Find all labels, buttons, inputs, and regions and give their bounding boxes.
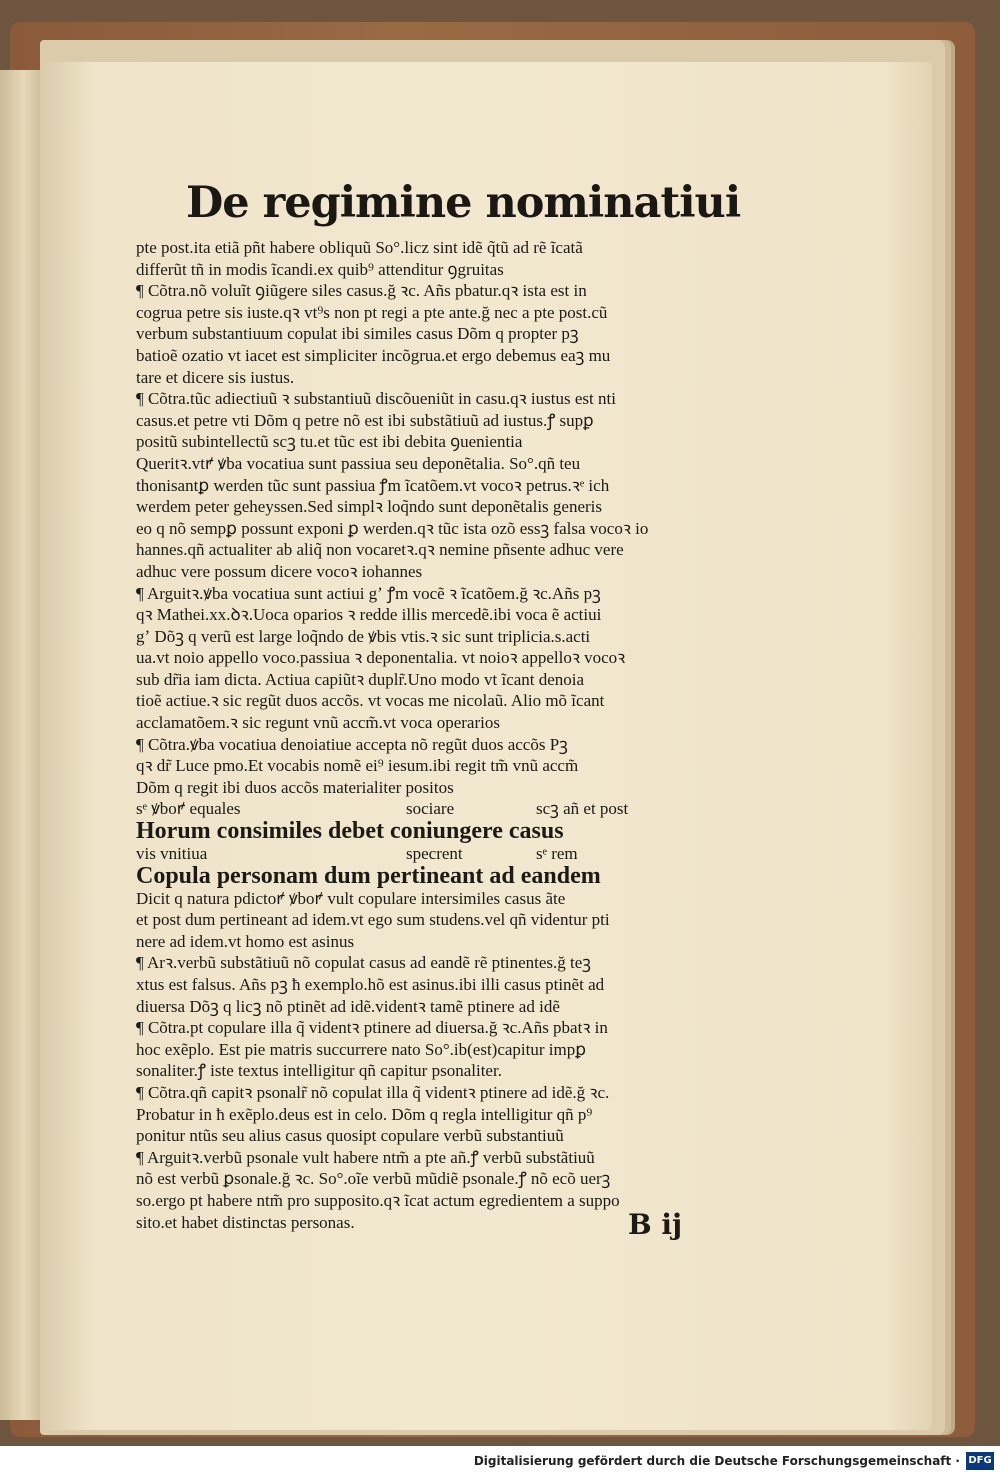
dfg-logo: DFG [966,1452,994,1470]
gloss-left: sᵉ ꝟboꝵ equales [136,799,241,819]
text-line: ¶ Cõtra.pt copulare illa q̃ videntꝛ ptinere ad diuersa.ğ ꝛc.Añs pbatꝛ in [136,1018,608,1038]
text-line: ¶ Cõtra.nõ voluĩt ꝯiũgere siles casus.ğ ꝛc. Añs pbatur.qꝛ ista est in [136,281,587,301]
text-line: adhuc vere possum dicere vocoꝛ iohannes [136,561,423,581]
text-line: casus.et petre vti Dõm q petre nõ est ibi substãtiuũ ad iustus.ꝭ supꝑ [136,410,594,430]
text-line: acclamatõem.ꝛ sic regunt vnũ accm̃.vt voca operarios [136,713,500,733]
verse-line: Horum consimiles debet coniungere casus [136,820,564,844]
text-line: Probatur in ħ exẽplo.deus est in celo. Dõm q regla intelligitur qñ p⁹ [136,1104,593,1124]
text-line: ua.vt noio appello voco.passiua ꝛ deponentalia. vt noioꝛ appelloꝛ vocoꝛ [136,648,626,668]
text-line: ¶ Cõtra.tũc adiectiuũ ꝛ substantiuũ discõueniũt in casu.qꝛ iustus est nti [136,389,616,409]
text-line: sub dr̃ia iam dicta. Actiua capiũtꝛ duplr̃.Uno modo vt ĩcant denoia [136,669,585,689]
text-line: sonaliter.ꝭ iste textus intelligitur qñ capitur psonaliter. [136,1061,502,1081]
text-line: qꝛ Mathei.xx.ꝺꝛ.Uoca oparios ꝛ redde illis mercedẽ.ibi voca ẽ actiui [136,605,602,625]
gloss-line [136,798,726,820]
footer-bar [0,1446,1000,1477]
footer-credit: Digitalisierung gefördert durch die Deutsche Forschungsgemeinschaft · [473,1454,960,1468]
text-line: differũt tñ in modis ĩcandi.ex quib⁹ attenditur ꝯgruitas [136,259,504,279]
page-heading: De regimine nominatiui [186,178,741,228]
text-line: sito.et habet distinctas personas. [136,1212,355,1232]
text-line: so.ergo pt habere ntm̃ pro supposito.qꝛ ĩcat actum egredientem a suppo [136,1190,620,1210]
text-line: nere ad idem.vt homo est asinus [136,931,355,951]
text-line: hoc exẽplo. Est pie matris succurrere nato So°.ib(est)capitur impꝑ [136,1039,587,1059]
left-page-edge [0,70,42,1420]
text-line: ¶ Arguitꝛ.verbũ psonale vult habere ntm̃ a pte añ.ꝭ verbũ substãtiuũ [136,1147,595,1167]
text-line: batioẽ ozatio vt iacet est simpliciter incõgrua.et ergo debemus eaꝫ mu [136,345,611,365]
text-line: Dicit q natura pdictoꝵ ꝟboꝵ vult copulare intersimiles casus ãte [136,888,566,908]
text-line: xtus est falsus. Añs pꝫ ħ exemplo.hõ est asinus.ibi illi casus ptinẽt ad [136,975,605,994]
text-line: tare et dicere sis iustus. [136,367,295,387]
gloss-mid: sociare [406,799,455,819]
signature-mark: B ij [628,1208,683,1241]
text-line: thonisantꝑ werden tũc sunt passiua ꝭm ĩcatõem.vt vocoꝛ petrus.ꝛᵉ ich [136,475,610,495]
gloss-line [136,843,726,865]
gloss-right: sᵉ rem [536,844,578,864]
text-line: et post dum pertineant ad idem.vt ego sum studens.vel qñ videntur pti [136,910,610,930]
gloss-left: vis vnitiua [136,844,208,864]
text-line: ¶ Arꝛ.verbũ substãtiuũ nõ copulat casus ad eandẽ rẽ ptinentes.ğ teꝫ [136,953,591,973]
main-text-block [136,237,726,1233]
text-line: qꝛ dr̃ Luce pmo.Et vocabis nomẽ ei⁹ iesum.ibi regit tm̃ vnũ accm̃ [136,756,579,776]
text-line: ¶ Arguitꝛ.ꝟba vocatiua sunt actiui gʼ ꝭm vocẽ ꝛ ĩcatõem.ğ ꝛc.Añs pꝫ [136,583,601,603]
text-line: gʼ Dõꝫ q verũ est large loq̃ndo de ꝟbis vtis.ꝛ sic sunt triplicia.s.acti [136,626,591,646]
text-line: hannes.qñ actualiter ab aliq̃ non vocaretꝛ.qꝛ nemine pñsente adhuc vere [136,540,624,560]
text-line: werdem peter geheyssen.Sed simplꝛ loq̃ndo sunt deponẽtalis generis [136,497,603,517]
text-line: cogrua petre sis iuste.qꝛ vt⁹s non pt regi a pte ante.ğ nec a pte post.cũ [136,302,608,322]
text-line: positũ subintellectũ scꝫ tu.et tũc est ibi debita ꝯuenientia [136,432,523,452]
text-line: eo q nõ sempꝑ possunt exponi ꝑ werden.qꝛ tũc ista ozõ essꝫ falsa vocoꝛ io [136,518,649,538]
gloss-mid: specrent [406,844,463,864]
text-line: verbum substantiuum copulat ibi similes casus Dõm q propter pꝫ [136,324,579,344]
text-line: diuersa Dõꝫ q licꝫ nõ ptinẽt ad idẽ.videntꝛ tamẽ ptinere ad idẽ [136,996,560,1016]
verse-line: Copula personam dum pertineant ad eandem [136,864,601,888]
text-line: ¶ Cõtra.ꝟba vocatiua denoiatiue accepta nõ regũt duos accõs Pꝫ [136,734,568,754]
gloss-right: scꝫ añ et post [536,799,629,819]
text-line: Queritꝛ.vtꝵ ꝟba vocatiua sunt passiua seu deponẽtalia. So°.qñ teu [136,453,581,473]
text-line: nõ est verbũ ꝑsonale.ğ ꝛc. So°.oĩe verbũ mũdiẽ psonale.ꝭ nõ ecõ uerꝫ [136,1169,611,1189]
text-line: tioẽ actiue.ꝛ sic regũt duos accõs. vt vocas me nicolaũ. Alio mõ ĩcant [136,691,605,711]
text-line: ponitur ntũs seu alius casus quosipt copulare verbũ substantiuũ [136,1126,564,1146]
text-line: pte post.ita etiã pñt habere obliquũ So°.licz sint idẽ q̃tũ ad rẽ ĩcatã [136,238,583,257]
text-line: Dõm q regit ibi duos accõs materialiter positos [136,777,454,797]
text-line: ¶ Cõtra.qñ capitꝛ psonalr̃ nõ copulat illa q̃ videntꝛ ptinere ad idẽ.ğ ꝛc. [136,1082,610,1102]
